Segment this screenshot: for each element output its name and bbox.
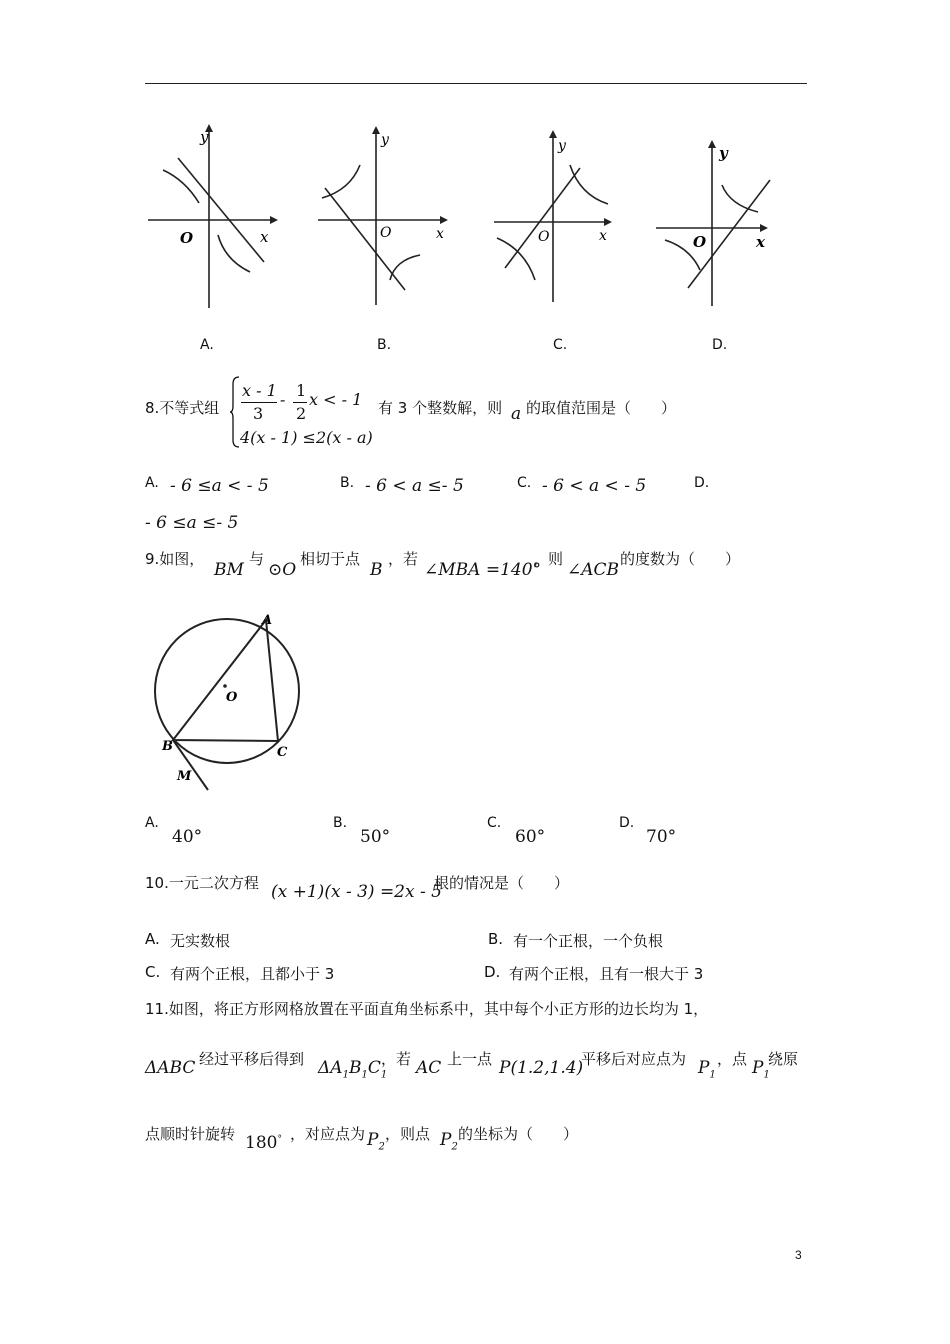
q8-ineq2: 4(x - 1) ≤2(x - a) <box>240 428 373 447</box>
graph-b-option: B. <box>377 337 392 353</box>
q11-line3-c: ，则点 <box>385 1125 431 1143</box>
q10-option-a-label: A. <box>145 930 160 948</box>
q10-option-c: 有两个正根，且都小于 3 <box>170 965 335 983</box>
q8-option-b-label: B. <box>340 475 355 491</box>
q9-angle1: ∠MBA =140° <box>424 560 542 580</box>
q11-p: P(1.2,1.4) <box>499 1058 584 1078</box>
q8-frac1-den: 3 <box>253 404 264 423</box>
q10-option-b: 有一个正根，一个负根 <box>513 932 664 950</box>
q11-p1-sub: 1 <box>709 1069 716 1081</box>
q8-var: a <box>511 404 522 424</box>
q9-option-b-label: B. <box>333 815 348 831</box>
q11-line1: 11.如图，将正方形网格放置在平面直角坐标系中，其中每个小正方形的边长均为 1， <box>145 1000 709 1018</box>
q11-line3-b: ，对应点为 <box>290 1125 366 1143</box>
q8-frac1-bar <box>241 402 277 403</box>
q11-line3-d: 的坐标为（ ） <box>458 1125 579 1143</box>
q9-option-c-label: C. <box>487 815 502 831</box>
q9-option-c: 60° <box>515 827 546 847</box>
q8-option-c-label: C. <box>517 475 532 491</box>
point-b-label: B <box>162 739 173 754</box>
q8-option-a: - 6 ≤a < - 5 <box>170 476 269 496</box>
q9-t3: ，若 <box>388 550 419 568</box>
q8-mid: 有 3 个整数解，则 <box>378 399 503 417</box>
q11-p2-letter: P <box>367 1130 379 1150</box>
point-a-label: A <box>262 613 273 628</box>
q9-t5: 的度数为（ ） <box>620 550 741 568</box>
q11-t6: 绕原 <box>768 1050 799 1068</box>
q10-prefix: 10.一元二次方程 <box>145 874 259 892</box>
graph-a-origin-label: O <box>180 229 194 247</box>
q9-t4: ，则 <box>533 550 564 568</box>
q11-t2: ，若 <box>381 1050 412 1068</box>
q11-ac: AC <box>416 1058 442 1078</box>
q11-p1-again-letter: P <box>752 1058 764 1078</box>
q10-option-b-label: B. <box>488 930 504 948</box>
graph-c-origin-label: O <box>538 229 550 245</box>
q9-option-d-label: D. <box>619 815 635 831</box>
q8-frac2-den: 2 <box>296 404 307 423</box>
q9-option-d: 70° <box>646 827 677 847</box>
graph-b-x-label: x <box>436 226 444 242</box>
graph-a-y-label: y <box>200 128 209 146</box>
graph-d-option: D. <box>712 337 728 353</box>
q11-p2-again <box>440 1130 458 1152</box>
q8-option-d: - 6 ≤a ≤- 5 <box>145 513 239 533</box>
graph-b-y-label: y <box>381 132 389 148</box>
graph-a <box>148 124 278 308</box>
q11-c1-sub: 1 <box>380 1069 388 1081</box>
q11-p1-letter: P <box>698 1058 710 1078</box>
q9-angle2: ∠ACB <box>567 560 620 580</box>
q8-option-b: - 6 < a ≤- 5 <box>365 476 464 496</box>
q11-b1-sub: 1 <box>361 1069 368 1081</box>
graph-d-x-label: x <box>756 233 765 251</box>
page-number: 3 <box>795 1248 802 1262</box>
q8-frac2-bar <box>293 402 307 403</box>
graph-b-origin-label: O <box>380 225 392 241</box>
graph-a-option: A. <box>200 337 214 353</box>
header-rule <box>145 83 807 84</box>
graph-c-x-label: x <box>599 228 607 244</box>
q8-option-d-label: D. <box>694 475 710 491</box>
q11-t3: 上一点 <box>447 1050 493 1068</box>
q8-minus: - <box>280 390 286 409</box>
q11-p2-again-sub: 2 <box>451 1141 458 1153</box>
q9-bm: BM <box>214 560 244 580</box>
graph-d-origin-label: O <box>693 233 707 251</box>
point-o-label: O <box>226 690 238 705</box>
graph-c-option: C. <box>553 337 568 353</box>
q9-t1: 与 <box>249 550 265 568</box>
q11-a1-sub: 1 <box>342 1069 349 1081</box>
q11-a1b1c1-delta-a: ΔA <box>318 1058 343 1078</box>
graph-d-y-label: y <box>719 144 728 162</box>
q11-deg <box>245 1133 282 1153</box>
point-c-label: C <box>277 745 288 760</box>
q11-p1 <box>698 1058 716 1080</box>
q11-p2-again-letter: P <box>440 1130 452 1150</box>
q9-figure <box>140 600 340 800</box>
q9-option-a: 40° <box>172 827 203 847</box>
q11-deg-symbol: ° <box>277 1134 282 1145</box>
q9-t2: 相切于点 <box>300 550 361 568</box>
q8-frac2-num: 1 <box>296 381 307 400</box>
q11-p2-sub: 2 <box>378 1141 385 1153</box>
graph-c <box>494 130 612 302</box>
q10-option-c-label: C. <box>145 963 161 981</box>
graph-b <box>318 126 448 305</box>
graph-c-y-label: y <box>558 138 566 154</box>
q8-option-c: - 6 < a < - 5 <box>542 476 647 496</box>
q10-suffix: 根的情况是（ ） <box>434 874 570 892</box>
q11-p2 <box>367 1130 385 1152</box>
q10-option-d-label: D. <box>484 963 501 981</box>
q11-abc: ΔABC <box>145 1058 196 1078</box>
point-m-label: M <box>177 769 192 784</box>
q8-option-a-label: A. <box>145 475 159 491</box>
q9-prefix: 9.如图， <box>145 550 205 568</box>
q9-b: B <box>370 560 383 580</box>
q7-graphs <box>0 110 950 440</box>
q11-a1b1c1: $\Delta A_1B_1C_1$ <box>318 1058 388 1081</box>
q11-t4: 平移后对应点为 <box>581 1050 687 1068</box>
q9-circle: ⊙O <box>268 560 297 580</box>
q8-frac1-num: x - 1 <box>242 381 277 400</box>
graph-a-x-label: x <box>260 228 269 246</box>
q10-equation: (x +1)(x - 3) =2x - 5 <box>271 882 442 902</box>
q9-option-b: 50° <box>360 827 391 847</box>
q10-option-a: 无实数根 <box>170 932 231 950</box>
q11-p1-again-sub: 1 <box>763 1069 770 1081</box>
q10-option-d: 有两个正根，且有一根大于 3 <box>509 965 704 983</box>
q11-t5: ，点 <box>717 1050 748 1068</box>
q8-brace <box>230 376 240 448</box>
q9-option-a-label: A. <box>145 815 159 831</box>
q11-deg-value: 180 <box>245 1133 278 1153</box>
q8-suffix: 的取值范围是（ ） <box>526 399 677 417</box>
q8-prefix: 8.不等式组 <box>145 399 220 417</box>
q11-t1: 经过平移后得到 <box>199 1050 305 1068</box>
q11-line3-a: 点顺时针旋转 <box>145 1125 236 1143</box>
graph-d <box>656 140 770 306</box>
q8-ineq1-tail: x < - 1 <box>309 390 363 409</box>
